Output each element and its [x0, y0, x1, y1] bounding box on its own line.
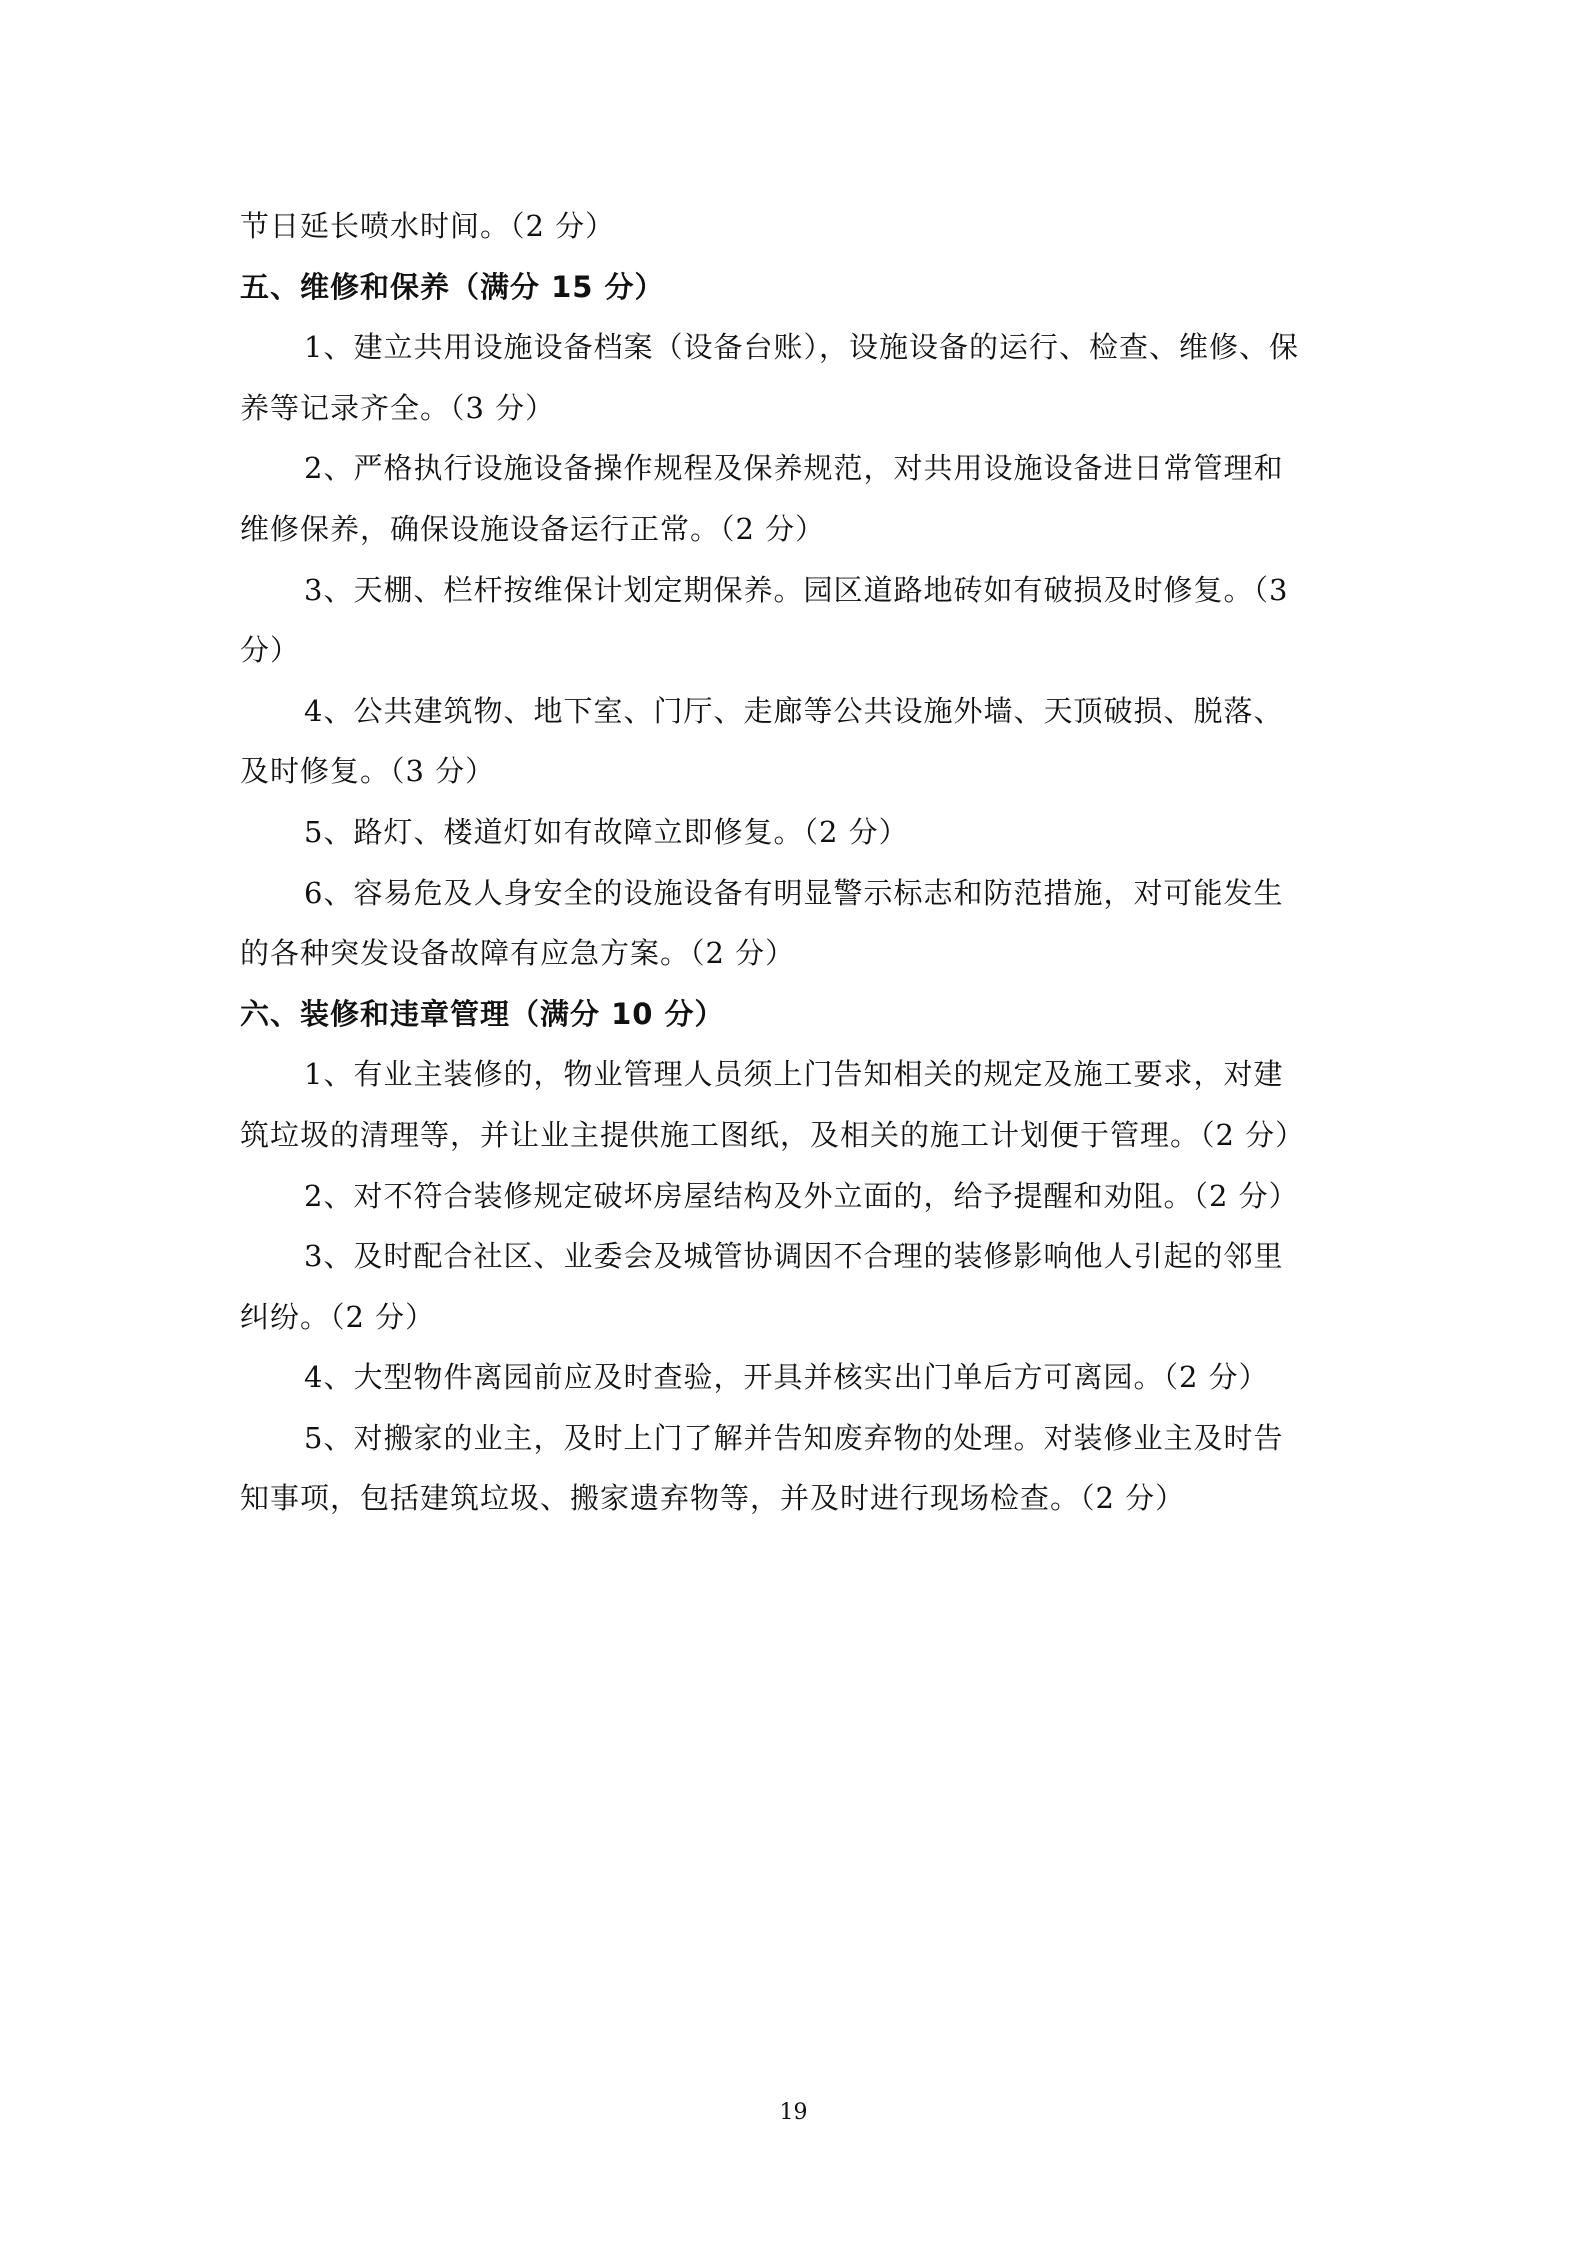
text-line: 6、容易危及人身安全的设施设备有明显警示标志和防范措施，对可能发生 — [304, 875, 1284, 910]
text-line: 纠纷。（2 分） — [240, 1299, 436, 1334]
text-line: 4、公共建筑物、地下室、门厅、走廊等公共设施外墙、天顶破损、脱落、 — [304, 693, 1284, 728]
text-line: 3、天棚、栏杆按维保计划定期保养。园区道路地砖如有破损及时修复。（3 — [304, 572, 1289, 607]
text-line: 知事项，包括建筑垃圾、搬家遗弃物等，并及时进行现场检查。（2 分） — [240, 1481, 1186, 1516]
text-line: 4、大型物件离园前应及时查验，开具并核实出门单后方可离园。（2 分） — [304, 1360, 1269, 1395]
text-line: 2、严格执行设施设备操作规程及保养规范，对共用设施设备进日常管理和 — [304, 451, 1284, 486]
text-line: 维修保养，确保设施设备运行正常。（2 分） — [240, 511, 826, 546]
text-line: 5、路灯、楼道灯如有故障立即修复。（2 分） — [304, 814, 909, 849]
text-line: 2、对不符合装修规定破坏房屋结构及外立面的，给予提醒和劝阻。（2 分） — [304, 1178, 1299, 1213]
text-line: 节日延长喷水时间。（2 分） — [240, 209, 616, 243]
text-line: 筑垃圾的清理等，并让业主提供施工图纸，及相关的施工计划便于管理。（2 分） — [240, 1117, 1306, 1152]
text-line: 养等记录齐全。（3 分） — [240, 390, 556, 425]
text-line: 分） — [240, 633, 301, 668]
text-line: 5、对搬家的业主，及时上门了解并告知废弃物的处理。对装修业主及时告 — [304, 1420, 1284, 1455]
section-heading-renovation: 六、装修和违章管理（满分 10 分） — [240, 996, 725, 1031]
document-body — [240, 196, 1352, 1529]
section-heading-maintenance: 五、维修和保养（满分 15 分） — [240, 269, 665, 304]
text-line: 1、建立共用设施设备档案（设备台账），设施设备的运行、检查、维修、保 — [304, 330, 1299, 365]
text-line: 1、有业主装修的，物业管理人员须上门告知相关的规定及施工要求，对建 — [304, 1057, 1284, 1092]
text-line: 的各种突发设备故障有应急方案。（2 分） — [240, 936, 796, 971]
page-number: 19 — [779, 2100, 808, 2125]
text-line: 及时修复。（3 分） — [240, 754, 496, 789]
text-line: 3、及时配合社区、业委会及城管协调因不合理的装修影响他人引起的邻里 — [304, 1239, 1284, 1274]
